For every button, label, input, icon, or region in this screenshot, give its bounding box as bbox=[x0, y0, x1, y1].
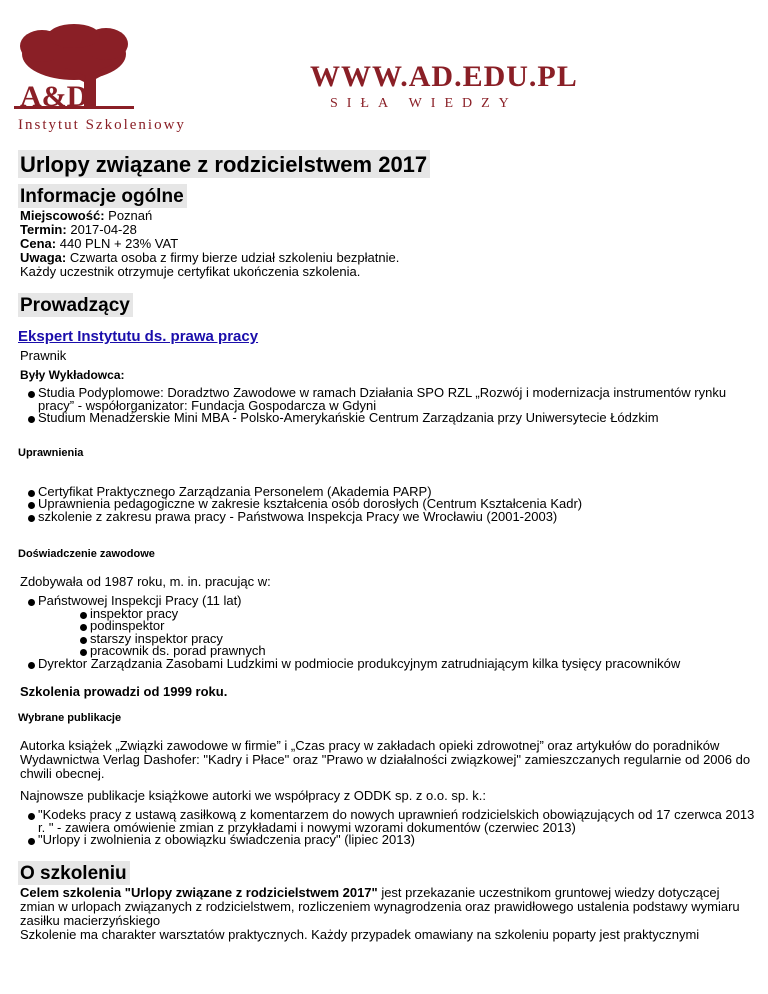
publications-recent: Najnowsze publikacje książkowe autorki we współpracy z ODDK sp. z o.o. sp. k.: bbox=[20, 788, 487, 803]
list-item: inspektor pracy bbox=[80, 608, 756, 621]
section-about-heading: O szkoleniu bbox=[18, 861, 130, 885]
list-item: Dyrektor Zarządzania Zasobami Ludzkimi w podmiocie produkcyjnym zatrudniającym kilka tysięcy pracowników bbox=[28, 658, 756, 671]
page-header bbox=[0, 0, 768, 140]
former-lecturer-list bbox=[18, 387, 756, 425]
list-item: Studium Menadżerskie Mini MBA - Polsko-Amerykańskie Centrum Zarządzania przy Uniwersytecie Łódzkim bbox=[28, 412, 756, 425]
site-url: WWW.AD.EDU.PL bbox=[310, 60, 578, 93]
qualifications-heading: Uprawnienia bbox=[18, 446, 84, 459]
price-row: Cena: 440 PLN + 23% VAT bbox=[20, 236, 179, 251]
list-item: podinspektor bbox=[80, 620, 756, 633]
page-content bbox=[18, 150, 756, 942]
trainer-role: Prawnik bbox=[20, 348, 67, 363]
list-item: Certyfikat Praktycznego Zarządzania Personelem (Akademia PARP) bbox=[28, 486, 756, 499]
date-row: Termin: 2017-04-28 bbox=[20, 222, 137, 237]
list-item: szkolenie z zakresu prawa pracy - Państwowa Inspekcja Pracy we Wrocławiu (2001-2003) bbox=[28, 511, 756, 524]
place-row: Miejscowość: Poznań bbox=[20, 208, 153, 223]
section-trainer-heading: Prowadzący bbox=[18, 293, 133, 317]
trainer-link[interactable]: Ekspert Instytutu ds. prawa pracy bbox=[18, 328, 259, 345]
experience-list bbox=[18, 595, 756, 670]
publications-heading: Wybrane publikacje bbox=[18, 712, 122, 724]
general-info bbox=[18, 209, 756, 279]
list-item: Studia Podyplomowe: Doradztwo Zawodowe w ramach Działania SPO RZL „Rozwój i modernizacja instrumentów rynku pracy” - współorganizator: Fundacja Gospodarcza w Gdyni bbox=[28, 387, 756, 412]
training-since: Szkolenia prowadzi od 1999 roku. bbox=[20, 684, 228, 699]
experience-heading: Doświadczenie zawodowe bbox=[18, 548, 155, 560]
list-item: starszy inspektor pracy bbox=[80, 633, 756, 646]
list-item: "Urlopy i zwolnienia z obowiązku świadczenia pracy" (lipiec 2013) bbox=[28, 834, 756, 847]
publications-list bbox=[18, 809, 756, 847]
list-item: Uprawnienia pedagogiczne w zakresie kształcenia osób dorosłych (Centrum Kształcenia Kadr) bbox=[28, 498, 756, 511]
list-item: "Kodeks pracy z ustawą zasiłkową z komentarzem do nowych uprawnień rodzicielskich obowiązujących od 17 czerwca 2013 r. " - zawiera omówienie zmian z przykładami i nowymi wzorami dokumentów (czerwiec 2013) bbox=[28, 809, 756, 834]
site-tagline: SIŁA WIEDZY bbox=[330, 96, 518, 111]
svg-text:A&D: A&D bbox=[20, 80, 89, 113]
pip-roles-list bbox=[38, 605, 756, 658]
tree-logo-icon bbox=[14, 24, 134, 116]
note-row: Uwaga: Czwarta osoba z firmy bierze udział szkoleniu bezpłatnie. bbox=[20, 250, 400, 265]
about-practical: Szkolenie ma charakter warsztatów praktycznych. Każdy przypadek omawiany na szkoleniu poparty jest praktycznymi bbox=[20, 926, 700, 942]
section-general-info-heading: Informacje ogólne bbox=[18, 184, 187, 208]
qualifications-list bbox=[18, 483, 756, 524]
experience-intro: Zdobywała od 1987 roku, m. in. pracując w: bbox=[20, 574, 271, 589]
list-item: pracownik ds. porad prawnych bbox=[80, 645, 756, 658]
about-lead: Celem szkolenia "Urlopy związane z rodzicielstwem 2017" jest przekazanie uczestnikom gruntowej wiedzy dotyczącej zmian w urlopach związanych z rodzicielstwem, rozliczeniem wynagrodzenia oraz prawidłowego ustalenia podstawy wymiaru zasiłku macierzyńskiego bbox=[20, 884, 740, 928]
page-title: Urlopy związane z rodzicielstwem 2017 bbox=[18, 150, 430, 178]
certificate-note: Każdy uczestnik otrzymuje certyfikat ukończenia szkolenia. bbox=[20, 264, 361, 279]
logo-caption: Instytut Szkoleniowy bbox=[18, 117, 186, 133]
list-item: Państwowej Inspekcji Pracy (11 lat) inspektor pracy podinspektor starszy inspektor pracy pracownik ds. porad prawnych bbox=[28, 595, 756, 658]
former-lecturer-label: Były Wykładowca: bbox=[20, 368, 125, 382]
publications-text: Autorka książek „Związki zawodowe w firmie” i „Czas pracy w zakładach opieki zdrowotnej” oraz artykułów do poradników Wydawnictwa Verlag Dashofer: "Kadry i Płace" oraz "Prawo w działalności związkowej" zamieszczanych regularnie od 2006 do chwili obecnej. bbox=[20, 738, 751, 781]
